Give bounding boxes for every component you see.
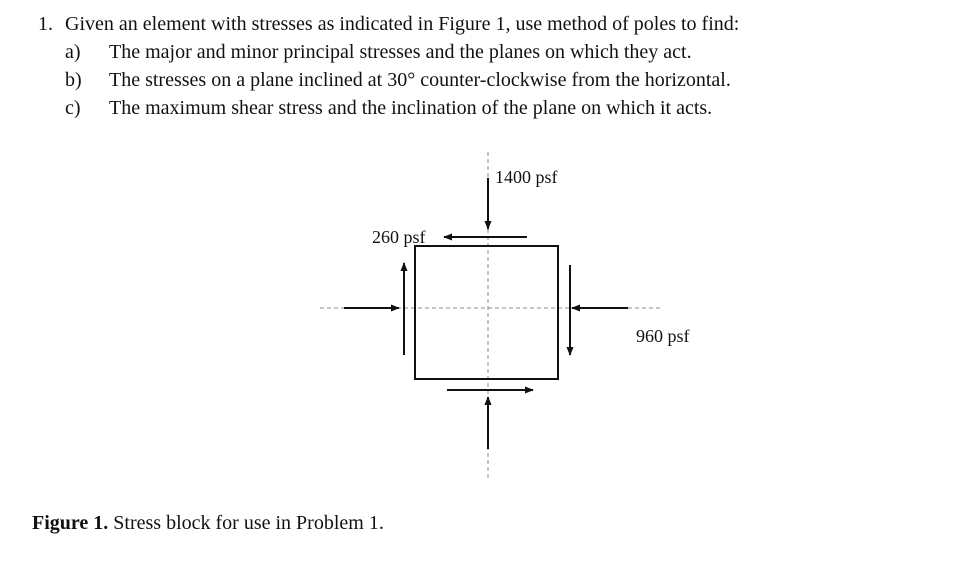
problem-text: Given an element with stresses as indicated in Figure 1, use method of poles to find: — [65, 13, 740, 35]
part-text: The stresses on a plane inclined at 30° counter-clockwise from the horizontal. — [109, 69, 731, 91]
part-label: b) — [65, 69, 82, 91]
vertical-stress-label: 1400 psf — [495, 167, 558, 187]
part-text: The major and minor principal stresses and the planes on which they act. — [109, 41, 692, 63]
shear-stress-label: 260 psf — [372, 227, 426, 247]
part-text: The maximum shear stress and the inclination of the plane on which it acts. — [109, 97, 713, 119]
part-label: a) — [65, 41, 81, 63]
horizontal-stress-label: 960 psf — [636, 326, 690, 346]
part-label: c) — [65, 97, 81, 119]
caption-label: Figure 1. — [32, 512, 109, 534]
stress-element — [415, 246, 558, 379]
caption-text: Stress block for use in Problem 1. — [113, 512, 384, 534]
problem-number: 1. — [38, 13, 53, 35]
figure-caption — [32, 512, 384, 535]
